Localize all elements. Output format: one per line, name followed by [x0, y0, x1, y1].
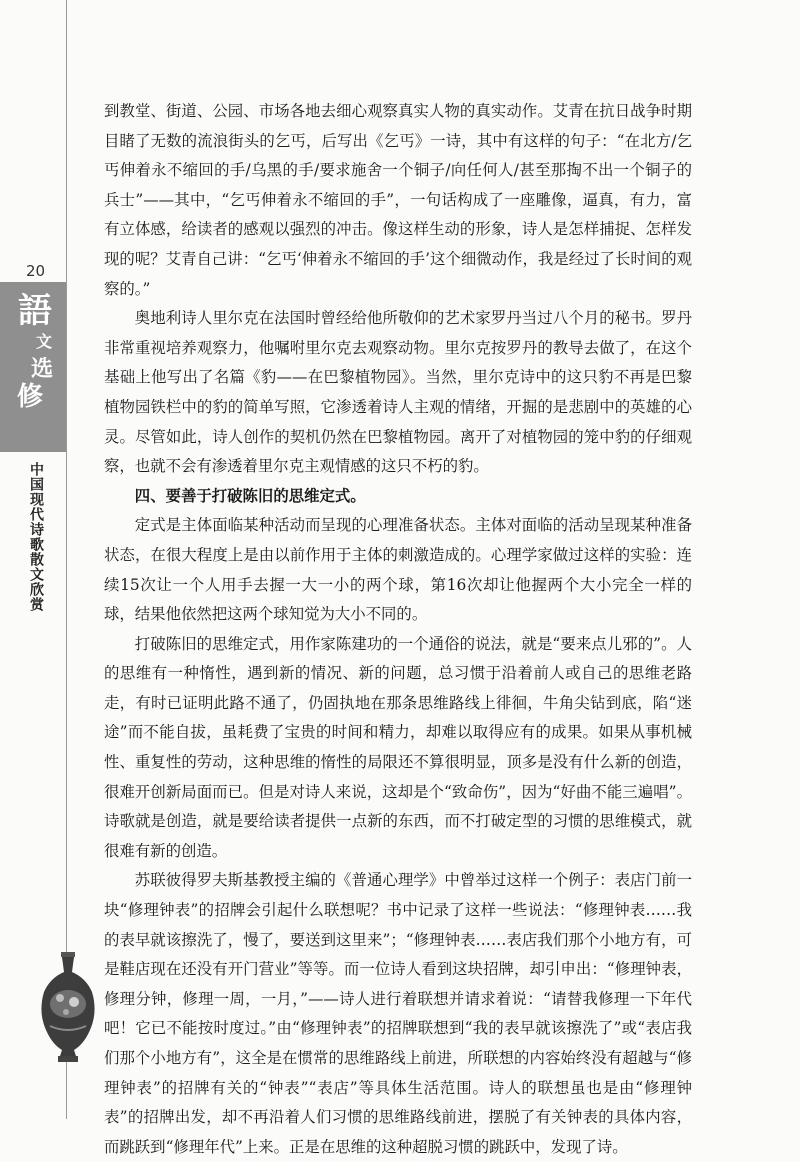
- paragraph-5: 苏联彼得罗夫斯基教授主编的《普通心理学》中曾举过这样一个例子：表店门前一块“修理钟表”的招牌会引起什么联想呢？书中记录了这样一些说法：“修理钟表……我的表早就该擦洗了，慢了，要送到这里来”；“修理钟表……表店我们那个小地方有，可是鞋店现在还没有开门营业”等等。而一位诗人看到这块招牌，却引申出：“修理钟表，修理分钟，修理一周，一月，”——诗人进行着联想并请求着说：“请替我修理一下年代吧！它已不能按时度过。”由“修理钟表”的招牌联想到“我的表早就该擦洗了”或“表店我们那个小地方有”，这全是在惯常的思维路线上前进，所联想的内容始终没有超越与“修理钟表”的招牌有关的“钟表”“表店”等具体生活范围。诗人的联想虽也是由“修理钟表”的招牌出发，却不再沿着人们习惯的思维路线前进，摆脱了有关钟表的具体内容，而跳跃到“修理年代”上来。正是在思维的这种超脱习惯的跳跃中，发现了诗。: [104, 871, 692, 1156]
- book-title-vertical: 中国现代诗歌散文欣赏: [28, 462, 44, 612]
- page-number: 20: [26, 262, 46, 280]
- paragraph-3: 定式是主体面临某种活动而呈现的心理准备状态。主体对面临的活动呈现某种准备状态，在很大程度上是由以前作用于主体的刺激造成的。心理学家做过这样的实验：连续15次让一个人用手去握一大一小的两个球，第16次却让他握两个大小完全一样的球，结果他依然把这两个球知觉为大小不同的。: [104, 516, 692, 624]
- main-text: [104, 97, 692, 1162]
- paragraph-1: 到教堂、街道、公园、市场各地去细心观察真实人物的真实动作。艾青在抗日战争时期目睹了无数的流浪街头的乞丐，后写出《乞丐》一诗，其中有这样的句子：“在北方/乞丐伸着永不缩回的手/乌黑的手/要求施舍一个铜子/向任何人/甚至那掏不出一个铜子的兵士”——其中，“乞丐伸着永不缩回的手”，一句话构成了一座雕像，逼真，有力，富有立体感，给读者的感观以强烈的冲击。像这样生动的形象，诗人是怎样捕捉、怎样发现的呢？艾青自己讲：“乞丐‘伸着永不缩回的手’这个细微动作，我是经过了长时间的观察的。”: [104, 102, 692, 298]
- paragraph-4: 打破陈旧的思维定式，用作家陈建功的一个通俗的说法，就是“要来点儿邪的”。人的思维有一种惰性，遇到新的情况、新的问题，总习惯于沿着前人或自己的思维老路走，有时已证明此路不通了，仍固执地在那条思维路线上徘徊，牛角尖钻到底，陷“迷途”而不能自拔，虽耗费了宝贵的时间和精力，却难以取得应有的成果。如果从事机械性、重复性的劳动，这种思维的惰性的局限还不算很明显，顶多是没有什么新的创造，很难开创新局面而已。但是对诗人来说，这却是个“致命伤”，因为“好曲不能三遍唱”。诗歌就是创造，就是要给读者提供一点新的东西，而不打破定型的习惯的思维模式，就很难有新的创造。: [104, 634, 692, 860]
- vase-icon: [36, 952, 100, 1064]
- series-char-4: 修: [16, 382, 43, 412]
- paragraph-2: 奥地利诗人里尔克在法国时曾经给他所敬仰的艺术家罗丹当过八个月的秘书。罗丹非常重视培养观察力，他嘱咐里尔克去观察动物。里尔克按罗丹的教导去做了，在这个基础上他写出了名篇《豹——在巴黎植物园》。当然，里尔克诗中的这只豹不再是巴黎植物园铁栏中的豹的简单写照，它渗透着诗人主观的情绪，开掘的是悲剧中的英雄的心灵。尽管如此，诗人创作的契机仍然在巴黎植物园。离开了对植物园的笼中豹的仔细观察，也就不会有渗透着里尔克主观情感的这只不朽的豹。: [104, 309, 692, 476]
- section-heading: 四、要善于打破陈旧的思维定式。: [134, 486, 366, 505]
- series-char-2: 文: [35, 332, 52, 351]
- series-logo-block: [0, 282, 66, 452]
- series-char-1: 語: [18, 291, 52, 331]
- series-char-3: 选: [30, 356, 53, 382]
